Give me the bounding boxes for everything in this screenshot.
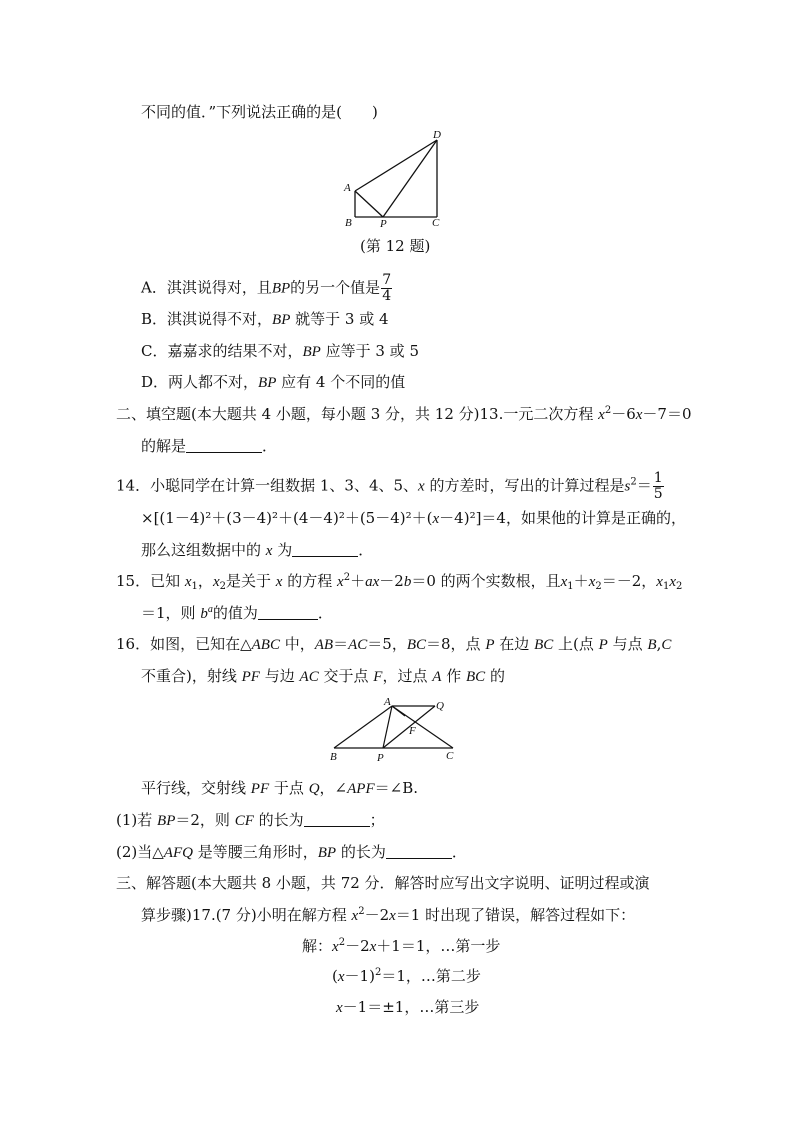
q14-line2: ×[(1－4)²＋(3－4)²＋(4－4)²＋(5－4)²＋(x－4)²]＝4，如果他的计算是正确的， bbox=[141, 509, 686, 527]
q16-sub2-answer-blank[interactable] bbox=[386, 844, 452, 859]
q13-answer-line: 的解是 ． bbox=[141, 437, 278, 455]
q13-answer-blank[interactable] bbox=[186, 438, 262, 453]
fraction-7-4: $\frac{7}{4}$ bbox=[382, 272, 392, 304]
q16-line1: 16．如图，已知在△ABC 中，AB＝AC＝5，BC＝8，点 P 在边 BC 上(点 P 与点 B,C bbox=[116, 635, 672, 653]
q12-option-c: C．嘉嘉求的结果不对，BP 应等于 3 或 5 bbox=[141, 342, 419, 360]
q16-sub1: (1)若 BP＝2，则 CF 的长为 ； bbox=[116, 811, 385, 829]
q12-figure bbox=[340, 125, 455, 230]
q14-answer-blank[interactable] bbox=[292, 542, 358, 557]
section3-header: 三、解答题(本大题共 8 小题，共 72 分．解答时应写出文字说明、证明过程或演 bbox=[116, 874, 650, 892]
label-c: C bbox=[446, 750, 454, 762]
q17-step3: x－1＝±1，…第三步 bbox=[336, 998, 480, 1016]
q17-step1: 解：$x^2-2x+1=1$，…第一步 bbox=[302, 937, 501, 955]
label-a: A bbox=[384, 696, 391, 708]
q12-stem-tail: 不同的值．”下列说法正确的是( ) bbox=[141, 103, 378, 121]
fraction-1-5: $\frac{1}{5}$ bbox=[653, 470, 663, 502]
q16-line3: 平行线，交射线 PF 于点 Q，∠APF＝∠B. bbox=[141, 779, 418, 797]
q14-line1: 14．小聪同学在计算一组数据 1、3、4、5、x 的方差时，写出的计算过程是$s^2=$ $\frac{1}{5}$ bbox=[116, 470, 663, 502]
label-c: C bbox=[432, 217, 440, 229]
label-q: Q bbox=[436, 700, 444, 712]
segment-ap bbox=[355, 191, 383, 217]
label-b: B bbox=[345, 217, 352, 229]
q17-intro: 算步骤)17.(7 分)小明在解方程 $x^2-2x=1$ 时出现了错误，解答过程如下： bbox=[141, 906, 636, 924]
q14-line3: 那么这组数据中的 x 为 ． bbox=[141, 541, 374, 559]
label-b: B bbox=[330, 751, 337, 763]
q12-option-d: D．两人都不对，BP 应有 4 个不同的值 bbox=[141, 373, 406, 391]
segment-ab bbox=[334, 706, 392, 748]
q15-answer-blank[interactable] bbox=[258, 605, 318, 620]
label-p: P bbox=[380, 218, 387, 230]
q17-step2: $(x-1)^2=1$，…第二步 bbox=[332, 967, 481, 985]
label-a: A bbox=[344, 182, 351, 194]
q15-line2: ＝1，则 $b^a$的值为 ． bbox=[141, 604, 333, 622]
label-f: F bbox=[409, 725, 416, 737]
segment-a-short bbox=[392, 706, 405, 716]
q16-figure bbox=[326, 696, 466, 764]
label-d: D bbox=[433, 129, 441, 141]
section2-header: 二、填空题(本大题共 4 小题，每小题 3 分，共 12 分)13.一元二次方程 $x^2-6x-7=0$ bbox=[116, 405, 692, 423]
q16-line2: 不重合)，射线 PF 与边 AC 交于点 F，过点 A 作 BC 的 bbox=[141, 667, 505, 685]
q15-line1: 15．已知 $x_1$，$x_2$是关于 x 的方程 $x^2+ax-2b=0$ 的两个实数根，且$x_1+x_2=-2$，$x_1x_2$ bbox=[116, 572, 683, 592]
label-p: P bbox=[377, 752, 384, 764]
q12-option-a: A．淇淇说得对，且BP的另一个值是 $\frac{7}{4}$ bbox=[141, 272, 392, 304]
q12-caption: (第 12 题) bbox=[360, 237, 431, 255]
q16-sub1-answer-blank[interactable] bbox=[304, 812, 370, 827]
segment-ad bbox=[355, 140, 437, 191]
q16-sub2: (2)当△AFQ 是等腰三角形时，BP 的长为 ． bbox=[116, 843, 467, 861]
q12-option-b: B．淇淇说得不对，BP 就等于 3 或 4 bbox=[141, 310, 389, 328]
segment-pd bbox=[383, 140, 437, 217]
